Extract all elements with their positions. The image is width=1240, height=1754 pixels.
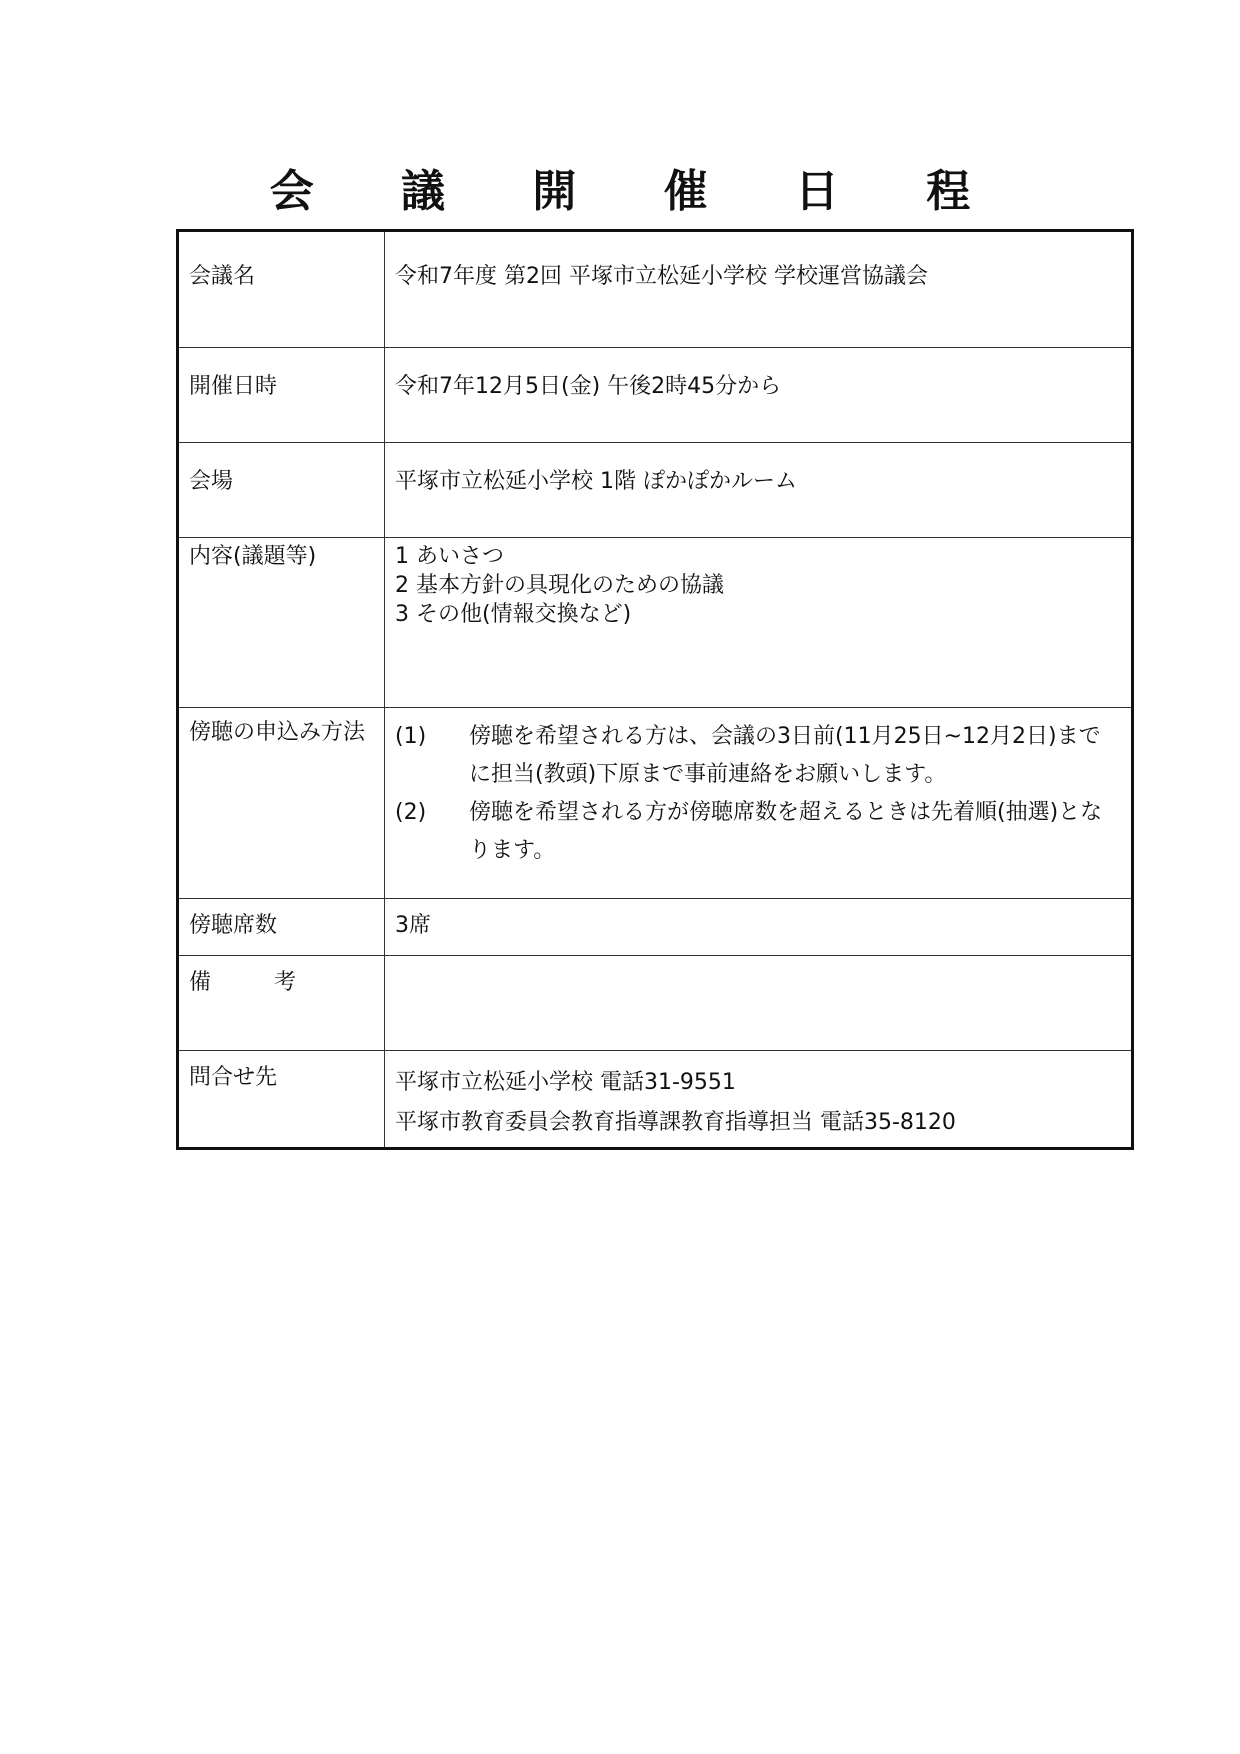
- table-row: [178, 231, 1133, 348]
- row-value-venue: 平塚市立松延小学校 1階 ぽかぽかルーム: [385, 443, 1133, 538]
- row-label-venue: 会場: [178, 443, 385, 538]
- table-row: [178, 348, 1133, 443]
- row-value-seats: 3席: [385, 899, 1133, 956]
- row-label-apply: 傍聴の申込み方法: [178, 708, 385, 899]
- schedule-table: [176, 229, 1134, 1150]
- row-label-contact: 問合せ先: [178, 1051, 385, 1149]
- row-label-name: 会議名: [178, 231, 385, 348]
- table-row: [178, 443, 1133, 538]
- apply-item-number: (1): [395, 724, 427, 749]
- apply-item: [395, 794, 1121, 870]
- table-row: [178, 1051, 1133, 1149]
- row-value-date: 令和7年12月5日(金) 午後2時45分から: [385, 348, 1133, 443]
- apply-item: [395, 718, 1121, 794]
- row-value-content: [385, 538, 1133, 708]
- row-value-name: 令和7年度 第2回 平塚市立松延小学校 学校運営協議会: [385, 231, 1133, 348]
- row-value-contact: [385, 1051, 1133, 1149]
- apply-item-text: 傍聴を希望される方は、会議の3日前(11月25日~12月2日)までに担当(教頭)下原まで事前連絡をお願いします。: [469, 724, 1101, 787]
- notes-label: 備 考: [189, 970, 324, 995]
- table-row: [178, 538, 1133, 708]
- agenda-item: 2 基本方針の具現化のための協議: [395, 573, 724, 598]
- row-value-notes: [385, 956, 1133, 1051]
- table-row: [178, 956, 1133, 1051]
- agenda-item: 1 あいさつ: [395, 544, 504, 569]
- agenda-item: 3 その他(情報交換など): [395, 602, 632, 627]
- page-title: 会 議 開 催 日 程: [269, 166, 1007, 217]
- table-row: [178, 708, 1133, 899]
- row-value-apply: [385, 708, 1133, 899]
- contact-line: 平塚市教育委員会教育指導課教育指導担当 電話35-8120: [395, 1110, 956, 1135]
- row-label-notes: [178, 956, 385, 1051]
- row-label-date: 開催日時: [178, 348, 385, 443]
- row-label-content: 内容(議題等): [178, 538, 385, 708]
- table-row: [178, 899, 1133, 956]
- apply-item-number: (2): [395, 800, 427, 825]
- apply-item-text: 傍聴を希望される方が傍聴席数を超えるときは先着順(抽選)となります。: [469, 800, 1103, 863]
- contact-line: 平塚市立松延小学校 電話31-9551: [395, 1070, 736, 1095]
- row-label-seats: 傍聴席数: [178, 899, 385, 956]
